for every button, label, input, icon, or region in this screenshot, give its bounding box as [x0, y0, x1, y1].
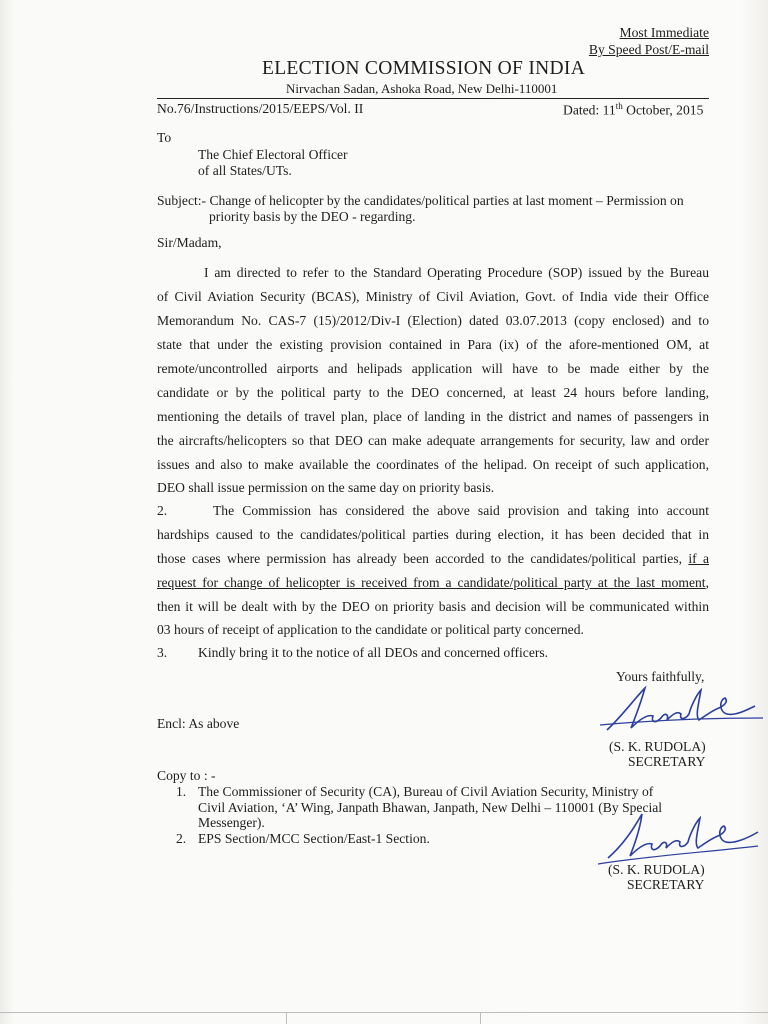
- signatory-title: SECRETARY: [627, 877, 705, 892]
- signature-graphic: [598, 808, 766, 868]
- to-label: To: [157, 130, 172, 145]
- organization-name: ELECTION COMMISSION OF INDIA: [262, 58, 586, 79]
- para1-line: state that under the existing provision contained in Para (ix) of the afore-mentioned OM, at: [157, 337, 709, 352]
- signatory-title: SECRETARY: [628, 754, 706, 769]
- para3-number: 3.: [157, 645, 168, 660]
- para3-text: Kindly bring it to the notice of all DEOs and concerned officers.: [198, 645, 549, 660]
- para1-line: mentioning the details of travel plan, place of landing in the district and names of passengers in: [157, 409, 709, 424]
- addressee-line-1: The Chief Electoral Officer: [198, 147, 348, 162]
- copy-item-line: Messenger).: [198, 815, 265, 830]
- para1-line: of Civil Aviation Security (BCAS), Ministry of Civil Aviation, Govt. of India vide their Office: [157, 289, 709, 304]
- closing-phrase: Yours faithfully,: [616, 669, 705, 684]
- header-rule: [157, 98, 709, 99]
- signatory-name: (S. K. RUDOLA): [609, 739, 706, 754]
- scan-mark: [286, 1013, 287, 1024]
- para1-line: I am directed to refer to the Standard Operating Procedure (SOP) issued by the Bureau: [204, 265, 709, 280]
- para1-line: DEO shall issue permission on the same day on priority basis.: [157, 480, 495, 495]
- para2-line: those cases where permission has already been accorded to the candidates/political parties, if a: [157, 551, 709, 566]
- enclosure-note: Encl: As above: [157, 716, 240, 731]
- para2-line: request for change of helicopter is received from a candidate/political party at the last moment,: [157, 575, 709, 590]
- addressee-line-2: of all States/UTs.: [198, 163, 292, 178]
- scan-edge: [0, 1012, 768, 1013]
- subject-line-1: Subject:- Change of helicopter by the candidates/political parties at last moment – Permission on: [157, 193, 684, 208]
- copy-item-line: EPS Section/MCC Section/East-1 Section.: [198, 831, 430, 846]
- para2-line: The Commission has considered the above said provision and taking into account: [213, 503, 709, 518]
- copy-item-number: 1.: [176, 784, 187, 799]
- copy-item-line: The Commissioner of Security (CA), Bureau of Civil Aviation Security, Ministry of: [198, 784, 654, 799]
- scan-mark: [480, 1013, 481, 1024]
- para2-line: then it will be dealt with by the DEO on priority basis and decision will be communicated within: [157, 599, 709, 614]
- para1-line: the aircrafts/helicopters so that DEO can make adequate arrangements for security, law and order: [157, 433, 709, 448]
- para2-line: hardships caused to the candidates/political parties during election, it has been decided that in: [157, 527, 709, 542]
- signature-graphic: [595, 680, 765, 740]
- letter-date: Dated: 11th October, 2015: [563, 101, 704, 118]
- signatory-name: (S. K. RUDOLA): [608, 862, 705, 877]
- copy-item-line: Civil Aviation, ‘A’ Wing, Janpath Bhawan, Janpath, New Delhi – 110001 (By Special: [198, 800, 663, 815]
- priority-label: Most Immediate: [619, 25, 709, 40]
- subject-line-2: priority basis by the DEO - regarding.: [209, 209, 416, 224]
- para1-line: remote/uncontrolled airports and helipads application will have to be made either by the: [157, 361, 709, 376]
- para2-line: 03 hours of receipt of application to the candidate or political party concerned.: [157, 622, 584, 637]
- dispatch-mode: By Speed Post/E-mail: [588, 42, 709, 57]
- organization-address: Nirvachan Sadan, Ashoka Road, New Delhi-110001: [286, 81, 558, 96]
- para1-line: issues and also to make available the coordinates of the helipad. On receipt of such application,: [157, 457, 709, 472]
- reference-number: No.76/Instructions/2015/EEPS/Vol. II: [157, 101, 364, 116]
- para2-number: 2.: [157, 503, 168, 518]
- copy-item-number: 2.: [176, 831, 187, 846]
- para1-line: Memorandum No. CAS-7 (15)/2012/Div-I (Election) dated 03.07.2013 (copy enclosed) and to: [157, 313, 709, 328]
- copy-to-label: Copy to : -: [157, 768, 216, 783]
- para1-line: candidate or by the political party to the DEO concerned, at least 24 hours before landing,: [157, 385, 709, 400]
- salutation: Sir/Madam,: [157, 235, 222, 250]
